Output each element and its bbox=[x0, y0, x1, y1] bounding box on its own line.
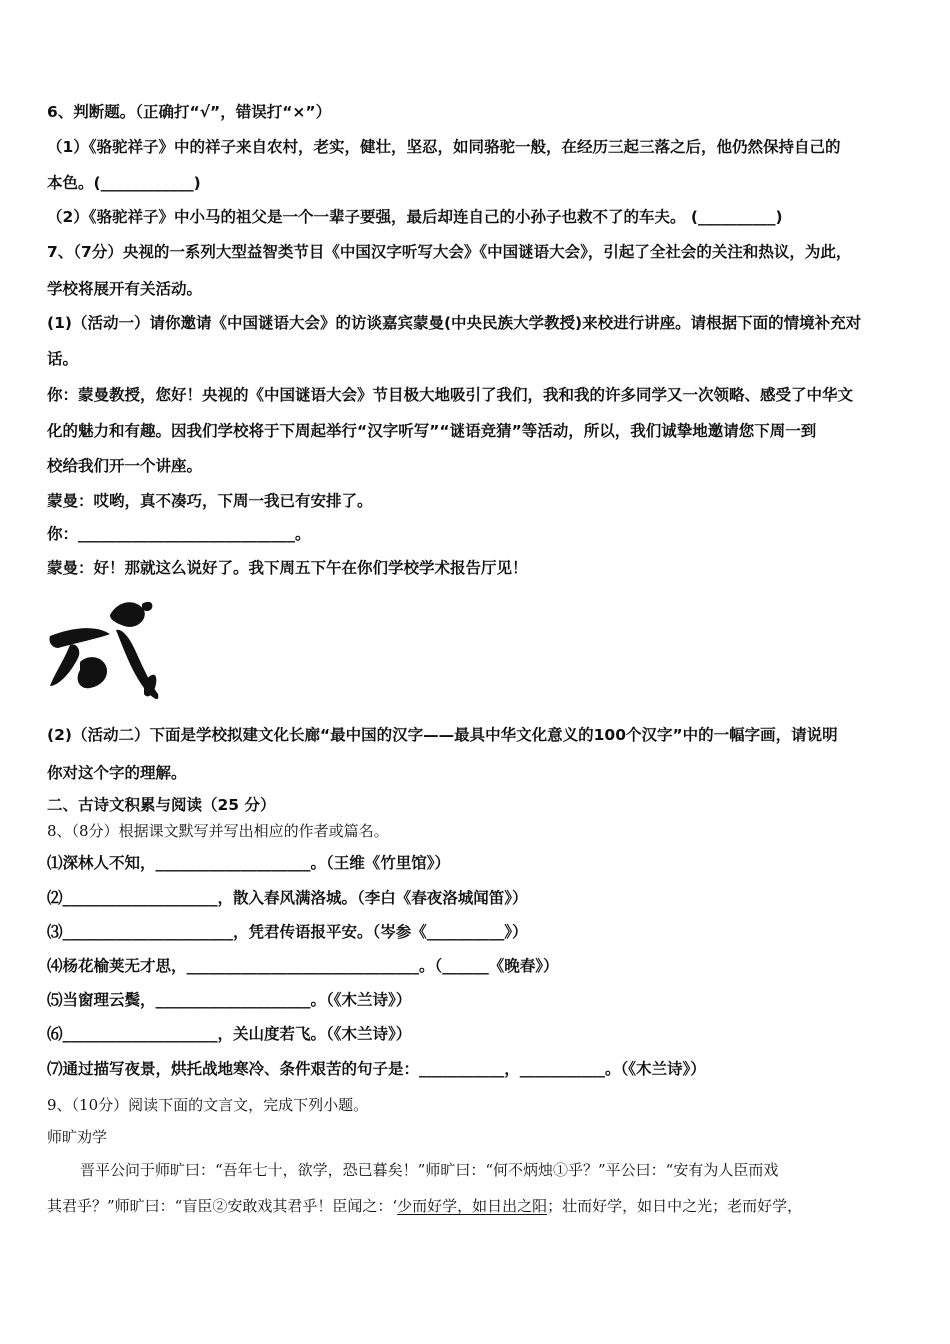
q6-title: 6、判断题。（正确打“√”，错误打“×”） bbox=[47, 103, 332, 121]
q7-activity-1-line-2: 话。 bbox=[47, 350, 79, 368]
q9-prompt: 9、（10分）阅读下面的文言文，完成下列小题。 bbox=[47, 1096, 369, 1114]
passage-line-2-end: ；壮而好学，如日中之光；老而好学， bbox=[547, 1197, 803, 1215]
poem-blank-3: ⑶______________________，凭君传语报平安。（岑参《__________》） bbox=[47, 923, 528, 941]
dialogue-mengman-2: 蒙曼：好！那就这么说好了。我下周五下午在你们学校学术报告厅见！ bbox=[47, 559, 528, 577]
poem-blank-6: ⑹____________________，关山度若飞。（《木兰诗》） bbox=[47, 1025, 412, 1043]
q7-activity-2-line-1: (2)（活动二）下面是学校拟建文化长廊“最中国的汉字——最具中华文化意义的100个汉字”中的一幅字画，请说明 bbox=[47, 726, 838, 744]
q7-prompt-line-2: 学校将展开有关活动。 bbox=[47, 280, 203, 298]
q6-item-1-line-2: 本色。(____________) bbox=[47, 174, 201, 192]
dialogue-you-1-line-1: 你：蒙曼教授，您好！央视的《中国谜语大会》节目极大地吸引了我们，我和我的许多同学又一次领略、感受了中华文 bbox=[47, 386, 854, 404]
passage-line-1: 晋平公问于师旷曰：“吾年七十，欲学，恐已暮矣！”师旷曰：“何不炳烛①乎？”平公曰：“安有为人臣而戏 bbox=[80, 1161, 779, 1179]
q7-activity-2-line-2: 你对这个字的理解。 bbox=[47, 764, 187, 782]
poem-blank-4: ⑷杨花榆荚无才思，______________________________。（______《晚春》） bbox=[47, 957, 559, 975]
passage-title: 师旷劝学 bbox=[47, 1128, 108, 1146]
underlined-phrase: 少而好学，如日出之阳 bbox=[397, 1197, 548, 1215]
dialogue-you-1-line-2: 化的魅力和有趣。因我们学校将于下周起举行“汉字听写”“谜语竞猜”等活动，所以，我们诚挚地邀请您下周一到 bbox=[47, 422, 817, 440]
calligraphy-stroke bbox=[142, 602, 152, 611]
poem-blank-7: ⑺通过描写夜景，烘托战地寒冷、条件艰苦的句子是：___________，___________。（《木兰诗》） bbox=[47, 1060, 706, 1078]
calligraphy-stroke bbox=[110, 602, 145, 627]
calligraphy-character-image bbox=[40, 590, 165, 715]
calligraphy-stroke bbox=[49, 628, 110, 648]
q6-item-2: （2）《骆驼祥子》中小马的祖父是一个一辈子要强，最后却连自己的小孙子也救不了的车夫。 (__________) bbox=[47, 208, 783, 226]
dialogue-you-2: 你：____________________________。 bbox=[47, 525, 311, 543]
q6-item-1-line-1: （1）《骆驼祥子》中的祥子来自农村，老实，健壮，坚忍，如同骆驼一般，在经历三起三落之后，他仍然保持自己的 bbox=[47, 138, 841, 156]
section-2-heading: 二、古诗文积累与阅读（25 分） bbox=[47, 796, 276, 814]
poem-blank-5: ⑸当窗理云鬓，____________________。（《木兰诗》） bbox=[47, 991, 412, 1009]
poem-blank-2: ⑵____________________，散入春风满洛城。（李白《春夜洛城闻笛》） bbox=[47, 889, 528, 907]
q7-activity-1-line-1: (1)（活动一）请你邀请《中国谜语大会》的访谈嘉宾蒙曼(中央民族大学教授)来校进行讲座。请根据下面的情境补充对 bbox=[47, 314, 862, 332]
calligraphy-stroke bbox=[50, 644, 79, 686]
poem-blank-1: ⑴深林人不知，____________________。（王维《竹里馆》） bbox=[47, 854, 451, 872]
q7-prompt-line-1: 7、（7分）央视的一系列大型益智类节目《中国汉字听写大会》《中国谜语大会》，引起了全社会的关注和热议，为此， bbox=[47, 243, 852, 261]
q8-prompt: 8、（8分）根据课文默写并写出相应的作者或篇名。 bbox=[47, 822, 389, 840]
passage-line-2-start: 其君乎？”师旷曰：“盲臣②安敢戏其君乎！臣闻之：‘ bbox=[47, 1197, 398, 1215]
passage-line-2 bbox=[47, 1195, 802, 1217]
dialogue-you-1-line-3: 校给我们开一个讲座。 bbox=[47, 457, 203, 475]
dialogue-mengman-1: 蒙曼：哎哟，真不凑巧，下周一我已有安排了。 bbox=[47, 492, 373, 510]
calligraphy-stroke bbox=[78, 657, 107, 688]
